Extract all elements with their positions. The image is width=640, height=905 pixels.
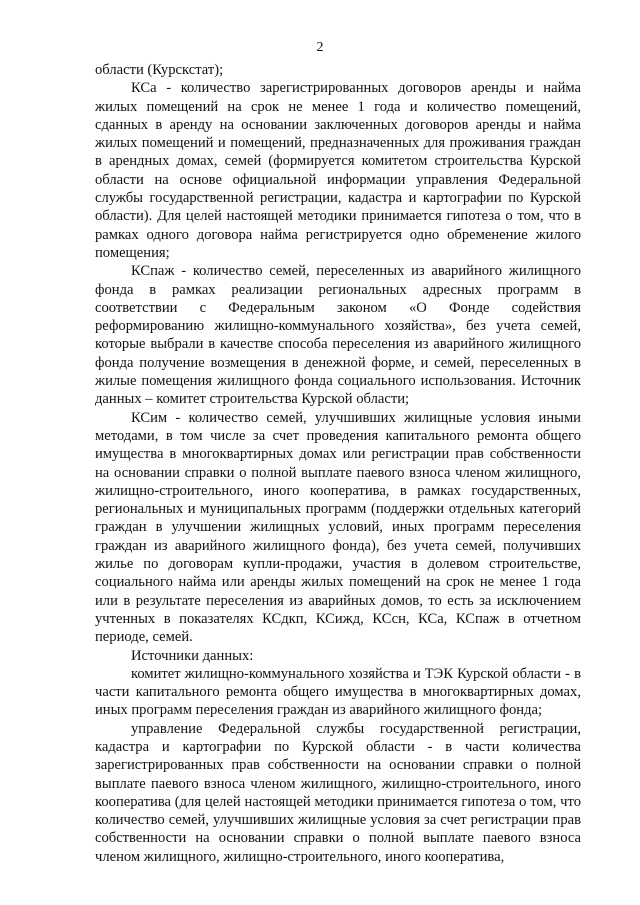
document-body: [95, 61, 581, 866]
paragraph: КСа - количество зарегистрированных договоров аренды и найма жилых помещений на срок не менее 1 года и количество помещений, сданных в аренду на основании заключенных договоров аренды и найма жилых помещений и помещений, предназначенных для проживания граждан в арендных домах, семей (формируется комитетом строительства Курской области на основе официальной информации управления Федеральной службы государственной регистрации, кадастра и картографии по Курской области). Для целей настоящей методики принимается гипотеза о том, что в рамках одного договора найма регистрируется одно обременение жилого помещения;: [95, 80, 581, 261]
paragraph: Источники данных:: [131, 647, 254, 664]
page-number: 2: [316, 40, 324, 55]
paragraph: КСпаж - количество семей, переселенных из аварийного жилищного фонда в рамках реализации региональных адресных программ в соответствии с Федеральным законом «О Фонде содействия реформированию жилищно-коммунального хозяйства», без учета семей, которые выбрали в качестве способа переселения из аварийного жилищного фонда получение возмещения в денежной форме, и семей, переселенных в жилые помещения жилищного фонда социального использования. Источник данных – комитет строительства Курской области;: [95, 263, 581, 408]
paragraph: КСим - количество семей, улучшивших жилищные условия иными методами, в том числе за счет проведения капитального ремонта общего имущества в многоквартирных домах или регистрации прав собственности на основании справки о полной выплате паевого взноса членом жилищного, жилищно-строительного, иного кооператива, в рамках государственных, региональных и муниципальных программ (поддержки отдельных категорий граждан в улучшении жилищных условий, иных программ переселения граждан из аварийного жилищного фонда), без учета семей, получивших жилье по договорам купли-продажи, участия в долевом строительстве, социального найма или аренды жилых помещений на срок не менее 1 года или в результате переселения из аварийных домов, то есть за исключением учтенных в показателях КСдкп, КСижд, КСсн, КСа, КСпаж в отчетном периоде, семей.: [95, 409, 581, 646]
paragraph: области (Курскстат);: [95, 62, 224, 78]
paragraph: комитет жилищно-коммунального хозяйства и ТЭК Курской области - в части капитального ремонта общего имущества в многоквартирных домах, иных программ переселения граждан из аварийного жилищного фонда;: [95, 665, 581, 719]
paragraph: управление Федеральной службы государственной регистрации, кадастра и картографии по Курской области - в части количества зарегистрированных прав собственности на основании справки о полной выплате паевого взноса членом жилищного, жилищно-строительного, иного кооператива (для целей настоящей методики принимается гипотеза о том, что количество семей, улучшивших жилищные условия за счет регистрации прав собственности на основании справки о полной выплате паевого взноса членом жилищного, жилищно-строительного, иного кооператива,: [95, 720, 581, 865]
